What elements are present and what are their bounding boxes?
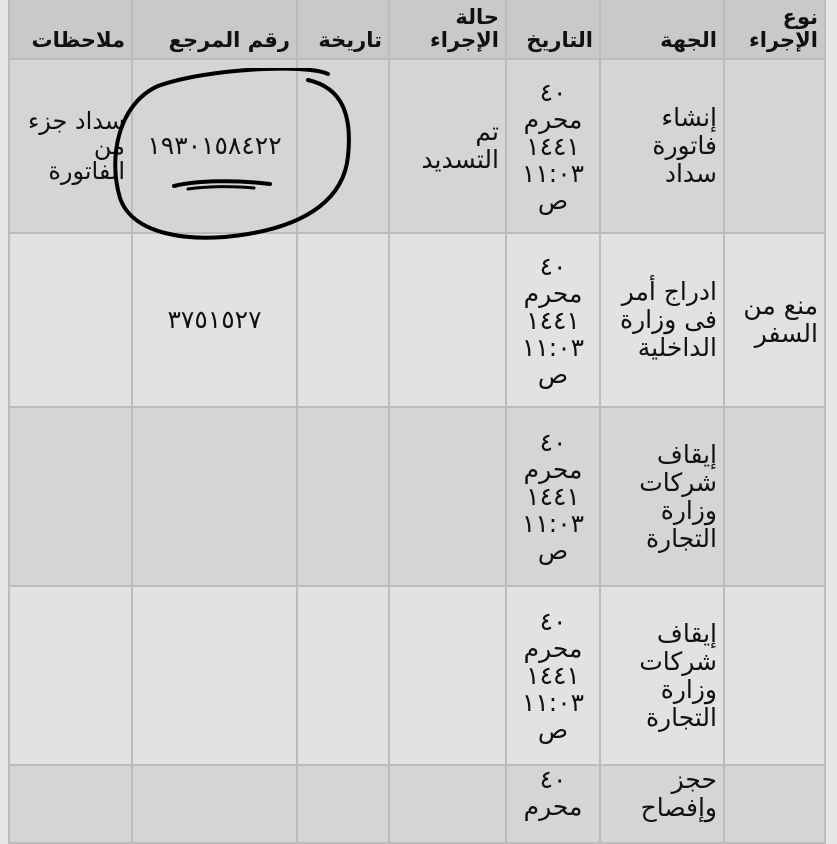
date-period: ص: [537, 536, 569, 565]
cell-status: [389, 407, 506, 586]
cell-ref-number: ٣٧٥١٥٢٧: [132, 233, 297, 407]
table-row[interactable]: [9, 233, 825, 407]
date-month: محرم: [523, 792, 583, 821]
cell-action-type: [724, 586, 825, 765]
date-month: محرم: [523, 104, 583, 134]
table-row[interactable]: [9, 407, 825, 586]
date-day: ٤٠: [539, 428, 567, 457]
date-month: محرم: [523, 634, 583, 663]
header-history[interactable]: تاريخة: [297, 0, 389, 59]
date-time: ١١:٠٣: [521, 509, 585, 538]
cell-status: [389, 765, 506, 843]
cell-entity: ادراج أمر فى وزارة الداخلية: [600, 233, 724, 407]
cell-action-type: [724, 765, 825, 843]
cell-ref-number: [132, 407, 297, 586]
date-month: محرم: [523, 455, 583, 484]
cell-status: تم التسديد: [389, 59, 506, 233]
cell-notes: سداد جزء من الفاتورة: [9, 59, 132, 233]
cell-action-type: منع من السفر: [724, 233, 825, 407]
date-day: ٤٠: [539, 251, 567, 281]
cell-notes: [9, 765, 132, 843]
cell-entity: إيقاف شركات وزارة التجارة: [600, 407, 724, 586]
actions-table: [8, 0, 826, 844]
cell-date: [506, 233, 600, 407]
cell-ref-number: [132, 586, 297, 765]
header-ref-number[interactable]: رقم المرجع: [132, 0, 297, 59]
date-day: ٤٠: [539, 765, 567, 794]
cell-entity: إيقاف شركات وزارة التجارة: [600, 586, 724, 765]
cell-history: [297, 407, 389, 586]
header-status[interactable]: حالة الإجراء: [389, 0, 506, 59]
date-time: ١١:٠٣: [521, 158, 585, 188]
cell-history: [297, 233, 389, 407]
date-year: ١٤٤١: [526, 131, 580, 161]
table-row[interactable]: [9, 765, 825, 843]
header-entity[interactable]: الجهة: [600, 0, 724, 59]
cell-notes: [9, 407, 132, 586]
date-period: ص: [537, 359, 569, 389]
date-year: ١٤٤١: [526, 482, 580, 511]
date-period: ص: [537, 185, 569, 215]
cell-ref-number: ١٩٣٠١٥٨٤٢٢: [132, 59, 297, 233]
cell-date: [506, 407, 600, 586]
date-time: ١١:٠٣: [521, 332, 585, 362]
cell-history: [297, 765, 389, 843]
header-notes[interactable]: ملاحظات: [9, 0, 132, 59]
cell-date: [506, 765, 600, 843]
cell-notes: [9, 233, 132, 407]
cell-status: [389, 233, 506, 407]
cell-ref-number: [132, 765, 297, 843]
cell-entity: حجز وإفصاح: [600, 765, 724, 843]
cell-status: [389, 586, 506, 765]
cell-action-type: [724, 59, 825, 233]
header-action-type[interactable]: نوع الإجراء: [724, 0, 825, 59]
date-time: ١١:٠٣: [521, 688, 585, 717]
date-month: محرم: [523, 278, 583, 308]
cell-date: [506, 586, 600, 765]
cell-action-type: [724, 407, 825, 586]
cell-date: [506, 59, 600, 233]
date-day: ٤٠: [539, 607, 567, 636]
header-date[interactable]: التاريخ: [506, 0, 600, 59]
date-period: ص: [537, 715, 569, 744]
table-row[interactable]: [9, 59, 825, 233]
header-row: [9, 0, 825, 59]
table-row[interactable]: [9, 586, 825, 765]
date-year: ١٤٤١: [526, 661, 580, 690]
cell-notes: [9, 586, 132, 765]
date-year: ١٤٤١: [526, 305, 580, 335]
cell-history: [297, 59, 389, 233]
cell-history: [297, 586, 389, 765]
date-day: ٤٠: [539, 77, 567, 107]
cell-entity: إنشاء فاتورة سداد: [600, 59, 724, 233]
